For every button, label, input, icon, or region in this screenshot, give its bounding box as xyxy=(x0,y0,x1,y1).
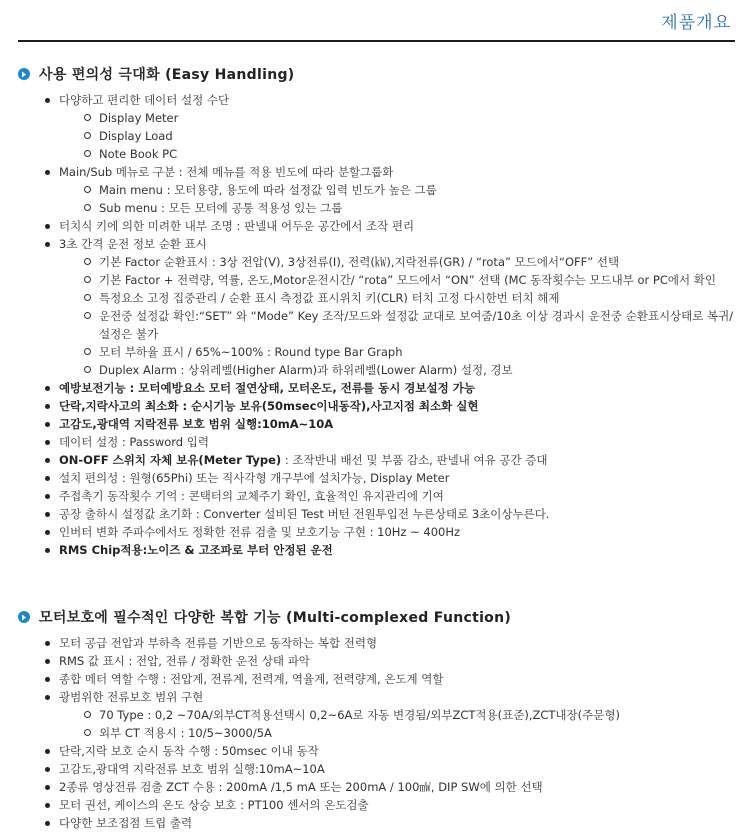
section-title: 모터보호에 필수적인 다양한 복합 기능 (Multi-complexed Function) xyxy=(39,610,512,626)
sub-list-item: 운전중 설정값 확인:“SET” 와 “Mode” Key 조작/모드와 설정값 교대로 보여줌/10초 이상 경과시 운전중 순환표시상태로 복귀/설정은 불가 xyxy=(83,307,735,343)
section-bullet-icon xyxy=(18,611,30,623)
list-item xyxy=(42,760,735,778)
list-item-text: 데이터 설정 : Password 입력 xyxy=(59,435,209,449)
list-item xyxy=(42,814,735,832)
section-multi-function xyxy=(18,606,735,832)
sub-list-item: 모터 부하율 표시 / 65%~100% : Round type Bar Graph xyxy=(83,343,735,361)
list-item-text: 단락,지락 보호 순시 동작 수행 : 50msec 이내 동작 xyxy=(59,744,319,758)
list-item-text: 공장 출하시 설정값 초기화 : Converter 설비된 Test 버턴 전원투입전 누른상태로 3초이상누른다. xyxy=(59,507,550,521)
list-item-text: 모터 공급 전압과 부하측 전류를 기반으로 동작하는 복합 전력형 xyxy=(59,636,378,650)
page-title: 제품개요 xyxy=(661,13,731,33)
list-item-text: 다양한 보조접점 트립 출력 xyxy=(59,816,193,830)
list-item-emphasis: ON-OFF 스위치 자체 보유(Meter Type) xyxy=(59,453,282,467)
list-item-text: 광범위한 전류보호 범위 구현 xyxy=(59,690,204,704)
list-item-text: 2종류 영상전류 검출 ZCT 수용 : 200mA /1,5 mA 또는 200mA / 100㎽, DIP SW에 의한 선택 xyxy=(59,780,543,794)
list-item-emphasis: 단락,지락사고의 최소화 : 순시기능 보유(50msec이내동작),사고지점 최소화 실현 xyxy=(59,399,479,413)
list-item-emphasis: 예방보전기능 : 모터예방요소 모터 절연상태, 모터온도, 전류를 동시 경보설정 가능 xyxy=(59,381,475,395)
list-item xyxy=(42,163,735,217)
list-item-emphasis: RMS Chip적용:노이즈 & 고조파로 부터 안정된 운전 xyxy=(59,543,333,557)
sub-list-item: Main menu : 모터용량, 용도에 따라 설정값 입력 빈도가 높은 그룹 xyxy=(83,181,735,199)
list-item-text: 인버터 변화 주파수에서도 정확한 전류 검출 및 보호기능 구현 : 10Hz ~ 400Hz xyxy=(59,525,461,539)
section-title: 사용 편의성 극대화 (Easy Handling) xyxy=(39,67,295,83)
sub-list-item: 외부 CT 적용시 : 10/5~3000/5A xyxy=(83,724,735,742)
sub-list-item: 특정요소 고정 집중관리 / 순환 표시 측정값 표시위치 키(CLR) 터치 고정 다시한번 터치 해제 xyxy=(83,289,735,307)
section-easy-handling xyxy=(18,63,735,559)
list-item-text: 터치식 키에 의한 미려한 내부 조명 : 판넬내 어두운 공간에서 조작 편리 xyxy=(59,219,415,233)
section-bullet-icon xyxy=(18,68,30,80)
list-item-text: 설치 편의성 : 원형(65Phi) 또는 직사각형 개구부에 설치가능, Display Meter xyxy=(59,471,450,485)
list-item-text: Main/Sub 메뉴로 구분 : 전체 메뉴를 적용 빈도에 따라 분할그룹화 xyxy=(59,165,394,179)
sub-list xyxy=(59,253,735,379)
title-divider xyxy=(18,40,735,42)
list-item xyxy=(42,541,735,559)
sub-list-item: Display Meter xyxy=(83,109,735,127)
list-item xyxy=(42,487,735,505)
sub-list xyxy=(59,181,735,217)
list-item-text: 모터 권선, 케이스의 온도 상승 보호 : PT100 센서의 온도검출 xyxy=(59,798,369,812)
sub-list-item: 기본 Factor + 전력량, 역률, 온도,Motor운전시간/ “rota” 모드에서 “ON” 선택 (MC 동작횟수는 모드내부 or PC에서 확인 xyxy=(83,271,735,289)
list-item-text: : 조작반내 배선 및 부품 감소, 판넬내 여유 공간 증대 xyxy=(281,453,548,467)
list-item xyxy=(42,778,735,796)
list-item-emphasis: 고감도,광대역 지락전류 보호 범위 실행:10mA~10A xyxy=(59,417,334,431)
list-item xyxy=(42,634,735,652)
list-item xyxy=(42,91,735,163)
list-item-text: 종합 메터 역할 수행 : 전압계, 전류계, 전력계, 역율계, 전력량계, 온도계 역할 xyxy=(59,672,444,686)
list-item xyxy=(42,523,735,541)
list-item xyxy=(42,670,735,688)
list-item xyxy=(42,796,735,814)
list-item xyxy=(42,379,735,397)
list-item-text: 고감도,광대역 지락전류 보호 범위 실행:10mA~10A xyxy=(59,762,325,776)
sub-list-item: Duplex Alarm : 상위레벨(Higher Alarm)과 하위레벨(Lower Alarm) 설정, 경보 xyxy=(83,361,735,379)
sub-list-item: Note Book PC xyxy=(83,145,735,163)
sub-list-item: Display Load xyxy=(83,127,735,145)
list-item xyxy=(42,469,735,487)
feature-list xyxy=(18,634,735,832)
list-item-text: 3초 간격 운전 정보 순환 표시 xyxy=(59,237,207,251)
list-item xyxy=(42,217,735,235)
sub-list-item: 기본 Factor 순환표시 : 3상 전압(V), 3상전류(I), 전력(㎾),지락전류(GR) / “rota” 모드에서“OFF” 선택 xyxy=(83,253,735,271)
sub-list xyxy=(59,109,735,163)
list-item xyxy=(42,505,735,523)
feature-list xyxy=(18,91,735,559)
list-item xyxy=(42,451,735,469)
list-item-text: 다양하고 편리한 데이터 설정 수단 xyxy=(59,93,230,107)
list-item xyxy=(42,433,735,451)
list-item xyxy=(42,742,735,760)
list-item xyxy=(42,235,735,379)
list-item xyxy=(42,688,735,742)
sub-list-item: Sub menu : 모든 모터에 공통 적용성 있는 그룹 xyxy=(83,199,735,217)
list-item xyxy=(42,652,735,670)
list-item-text: 주접촉기 동작횟수 기억 : 콘택터의 교체주기 확인, 효율적인 유지관리에 기여 xyxy=(59,489,444,503)
sub-list xyxy=(59,706,735,742)
list-item xyxy=(42,415,735,433)
list-item-text: RMS 값 표시 : 전압, 전류 / 정확한 운전 상태 파악 xyxy=(59,654,310,668)
list-item xyxy=(42,397,735,415)
sub-list-item: 70 Type : 0,2 ~70A/외부CT적용선택시 0,2~6A로 자동 변경됨/외부ZCT적용(표준),ZCT내장(주문형) xyxy=(83,706,735,724)
